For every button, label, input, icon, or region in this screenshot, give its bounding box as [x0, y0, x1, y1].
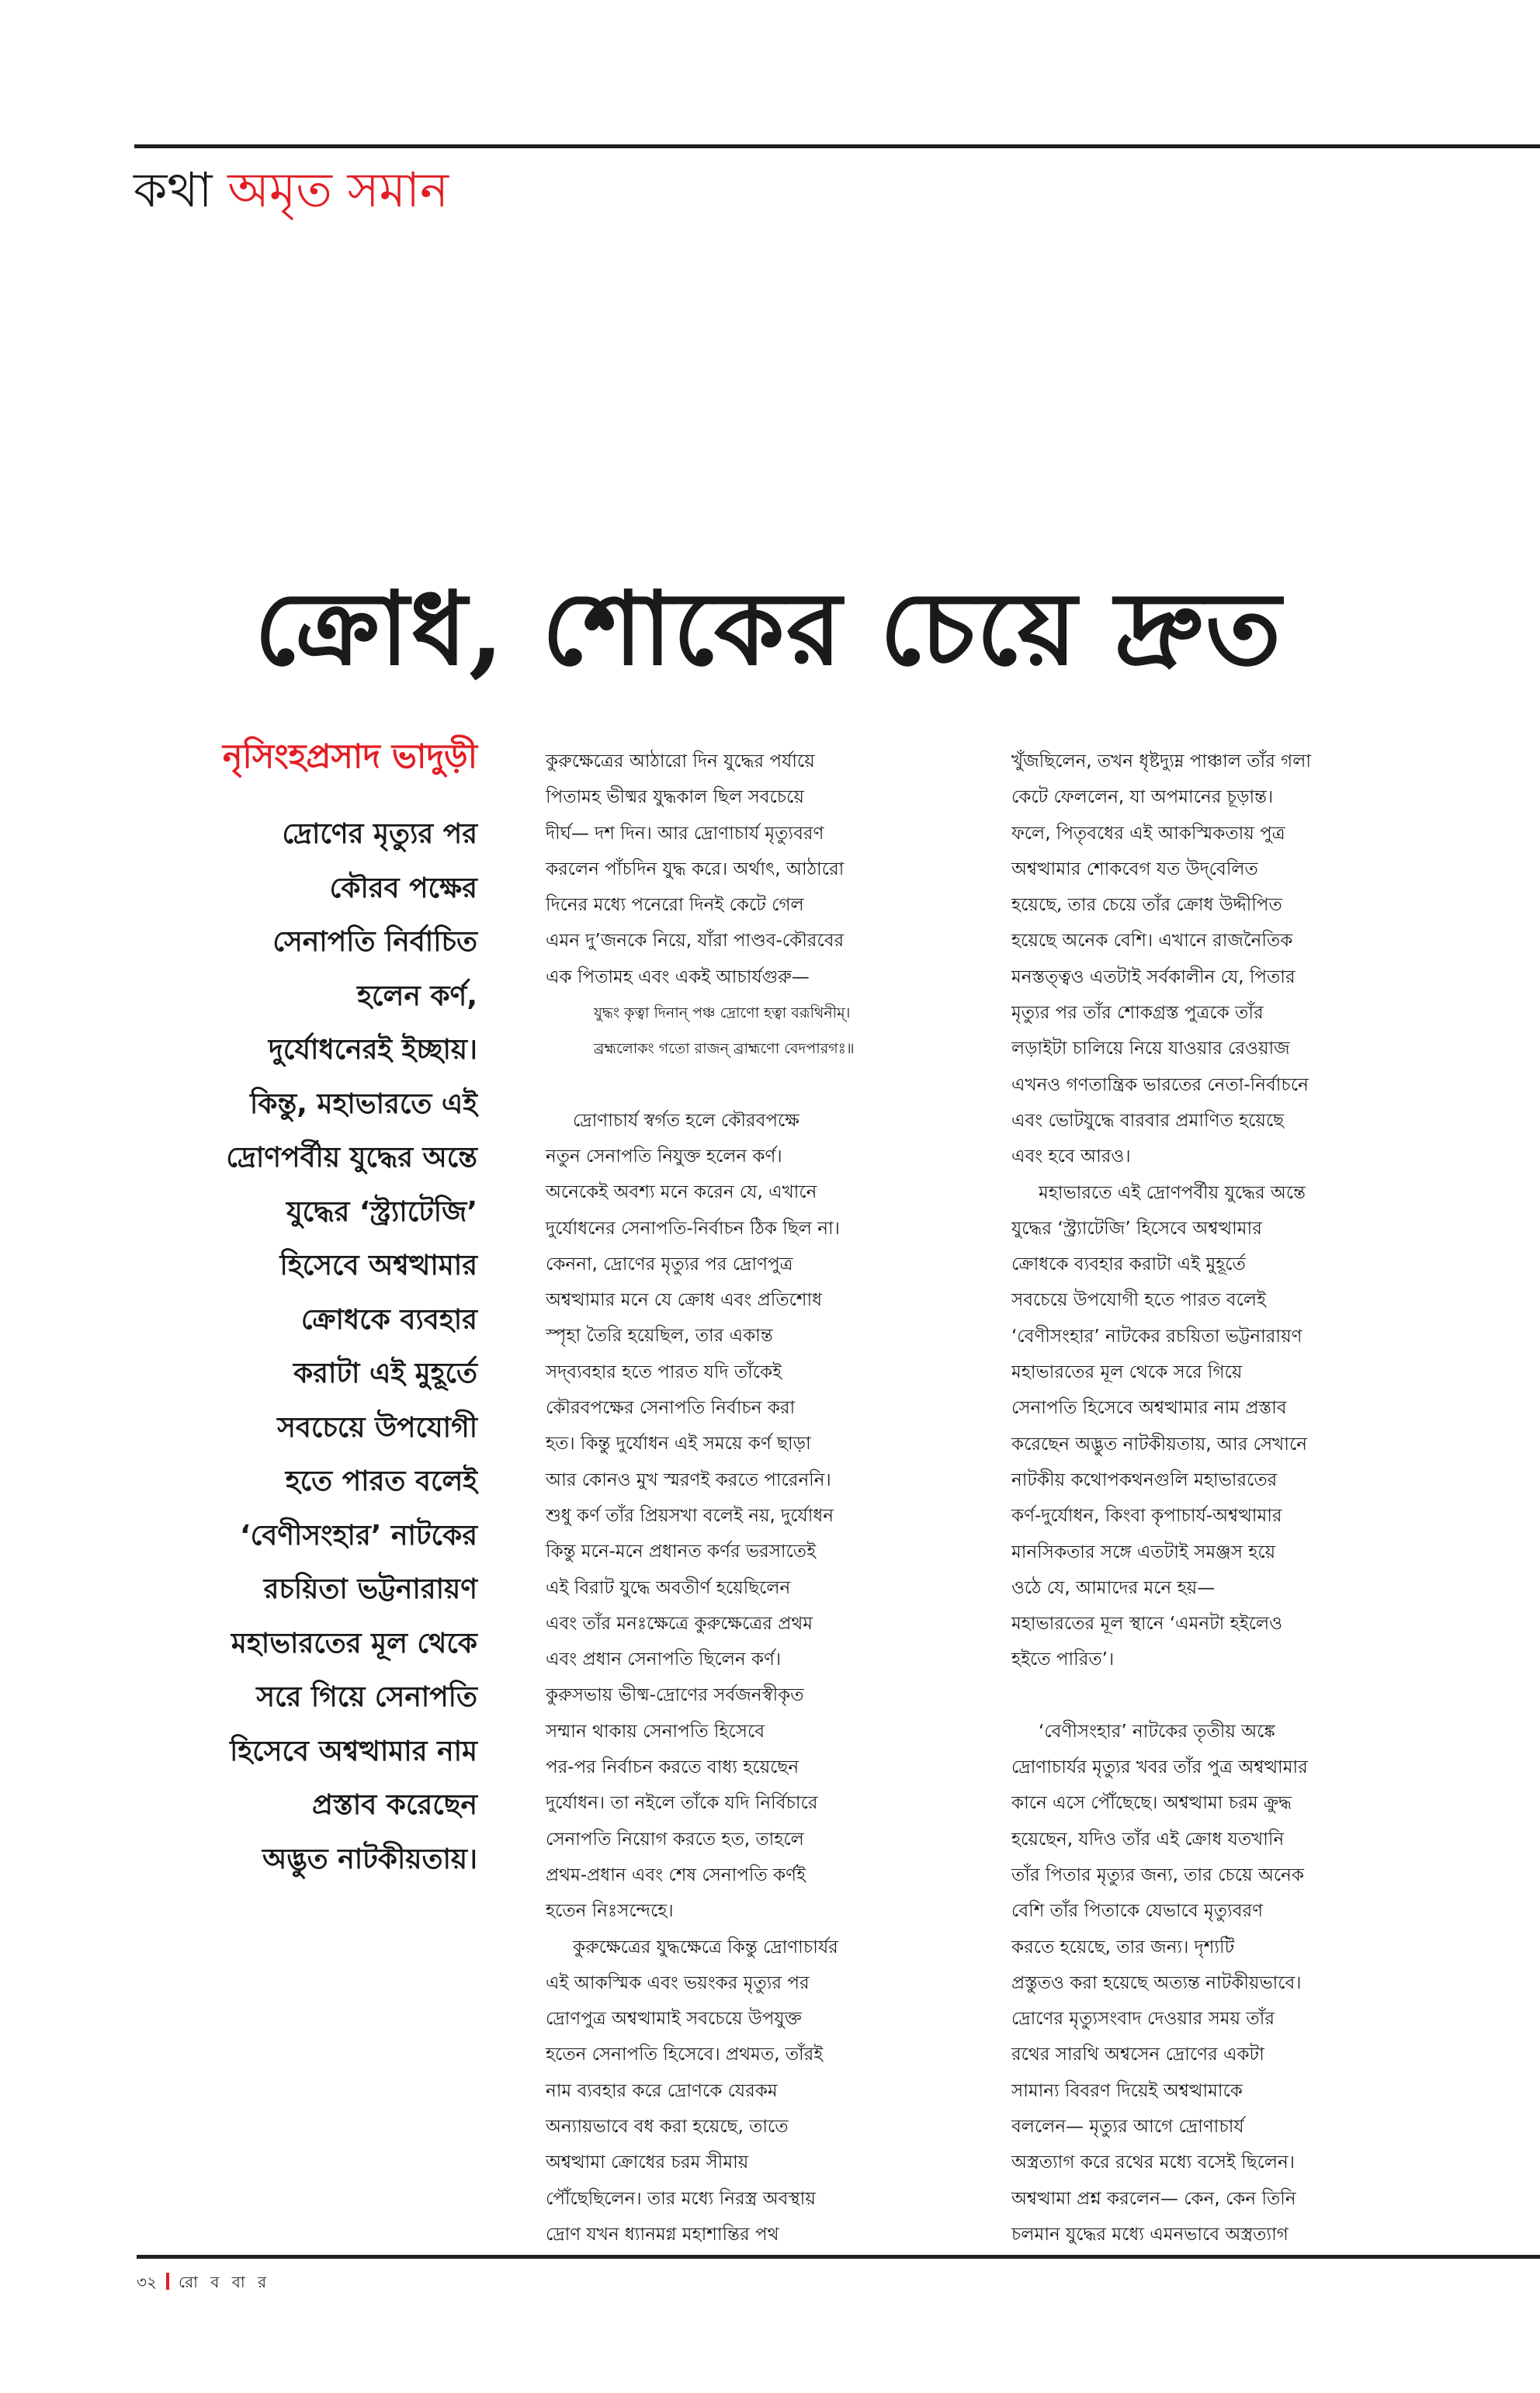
text-line: নতুন সেনাপতি নিযুক্ত হলেন কর্ণ। [546, 1146, 782, 1167]
text-line: প্রস্তাব করেছেন [312, 1789, 477, 1821]
footer-separator [166, 2273, 169, 2290]
text-line: কুরুসভায় ভীষ্ম-দ্রোণের সর্বজনস্বীকৃত [546, 1685, 804, 1706]
paragraph-3 [546, 1930, 957, 2253]
text-line: মহাভারতের মূল থেকে সরে গিয়ে [1011, 1362, 1243, 1383]
author-byline: নৃসিংহপ্রসাদ ভাদুড়ী [222, 737, 477, 776]
text-line: যুদ্ধের ‘স্ট্র্যাটেজি’ [286, 1195, 477, 1228]
text-line: দ্রোণপর্বীয় যুদ্ধের অন্তে [226, 1142, 477, 1174]
text-line: নাম ব্যবহার করে দ্রোণকে যেরকম [546, 2080, 778, 2101]
text-line: হয়েছেন, যদিও তাঁর এই ক্রোধ যতখানি [1011, 1829, 1285, 1850]
text-line: হয়েছে, তার চেয়ে তাঁর ক্রোধ উদ্দীপিত [1011, 895, 1282, 916]
magazine-name: রো ব বা র [179, 2273, 271, 2291]
text-line: এবং হবে আরও। [1011, 1146, 1131, 1167]
text-line: এবং প্রধান সেনাপতি ছিলেন কর্ণ। [546, 1649, 782, 1670]
text-line: ক্রোধকে ব্যবহার [300, 1303, 477, 1336]
text-line: এমন দু’জনকে নিয়ে, যাঁরা পাণ্ডব-কৌরবের [546, 931, 845, 952]
text-line: যুদ্ধের ‘স্ট্র্যাটেজি’ হিসেবে অশ্বত্থামার [1011, 1218, 1262, 1239]
paragraph-1 [1011, 744, 1434, 1175]
text-line: মানসিকতার সঙ্গে এতটাই সমঞ্জস হয়ে [1011, 1542, 1276, 1562]
text-line: কেটে ফেললেন, যা অপমানের চূড়ান্ত। [1011, 787, 1274, 808]
text-line: চলমান যুদ্ধের মধ্যে এমনভাবে অস্ত্রত্যাগ [1011, 2224, 1289, 2245]
text-line: হত। কিন্তু দুর্যোধন এই সময়ে কর্ণ ছাড়া [546, 1434, 811, 1455]
page-footer [137, 2271, 270, 2293]
text-line: অশ্বত্থামা প্রশ্ন করলেন— কেন, কেন তিনি [1011, 2188, 1296, 2209]
text-line: যুদ্ধং কৃত্বা দিনান্ পঞ্চ দ্রোণো হত্বা বরূথিনীম্। [594, 1004, 851, 1022]
text-line: হইতে পারিত’। [1011, 1649, 1115, 1670]
text-line: এই আকস্মিক এবং ভয়ংকর মৃত্যুর পর [546, 1972, 810, 1993]
text-line: এই বিরাট যুদ্ধে অবতীর্ণ হয়েছিলেন [546, 1577, 791, 1598]
text-line: কানে এসে পৌঁছেছে। অশ্বত্থামা চরম ক্রুদ্ধ [1011, 1793, 1292, 1814]
paragraph-2 [546, 1103, 957, 1930]
text-line: দীর্ঘ— দশ দিন। আর দ্রোণাচার্য মৃত্যুবরণ [546, 823, 824, 844]
text-line: সম্মান থাকায় সেনাপতি হিসেবে [546, 1721, 765, 1742]
text-line: অন্যায়ভাবে বধ করা হয়েছে, তাতে [546, 2116, 789, 2137]
text-line: পর-পর নির্বাচন করতে বাধ্য হয়েছেন [546, 1757, 799, 1778]
text-line: অদ্ভুত নাটকীয়তায়। [262, 1843, 477, 1875]
paragraph-gap [546, 1067, 957, 1103]
text-line: রচয়িতা ভট্টনারায়ণ [263, 1573, 477, 1605]
text-line: দুর্যোধনেরই ইচ্ছায়। [268, 1034, 477, 1066]
bottom-rule [137, 2255, 1540, 2259]
text-line: হতেন সেনাপতি হিসেবে। প্রথমত, তাঁরই [546, 2044, 824, 2065]
text-line: ব্রহ্মলোকং গতো রাজন্ ব্রাহ্মণো বেদপারগঃ॥ [594, 1040, 855, 1058]
text-line: করেছেন অদ্ভুত নাটকীয়তায়, আর সেখানে [1011, 1434, 1307, 1455]
text-line: পিতামহ ভীষ্মর যুদ্ধকাল ছিল সবচেয়ে [546, 787, 804, 808]
top-rule [134, 144, 1540, 148]
text-line: শুধু কর্ণ তাঁর প্রিয়সখা বলেই নয়, দুর্যোধন [546, 1505, 834, 1526]
text-line: তাঁর পিতার মৃত্যুর জন্য, তার চেয়ে অনেক [1011, 1864, 1304, 1885]
text-line: দ্রোণের মৃত্যুর পর [282, 818, 477, 850]
text-line: সেনাপতি নিয়োগ করতে হত, তাহলে [546, 1829, 804, 1850]
text-line: অশ্বত্থামার মনে যে ক্রোধ এবং প্রতিশোধ [546, 1290, 823, 1311]
text-line: মহাভারতের মূল থেকে [231, 1627, 477, 1659]
article-headline: ক্রোধ, শোকের চেয়ে দ্রুত [254, 569, 1283, 688]
text-line: কুরুক্ষেত্রের আঠারো দিন যুদ্ধের পর্যায়ে [546, 751, 815, 772]
text-line: অনেকেই অবশ্য মনে করেন যে, এখানে [546, 1182, 817, 1203]
paragraph-2 [1011, 1175, 1434, 1678]
text-line: অশ্বত্থামা ক্রোধের চরম সীমায় [546, 2152, 749, 2173]
text-line: বেশি তাঁর পিতাকে যেভাবে মৃত্যুবরণ [1011, 1901, 1264, 1922]
text-line: খুঁজছিলেন, তখন ধৃষ্টদ্যুম্ন পাঞ্চাল তাঁর গলা [1011, 751, 1312, 772]
text-line: রথের সারথি অশ্বসেন দ্রোণের একটা [1011, 2044, 1264, 2065]
text-line: হতে পারত বলেই [285, 1465, 477, 1497]
text-line: করলেন পাঁচদিন যুদ্ধ করে। অর্থাৎ, আঠারো [546, 858, 845, 879]
text-line: মনস্তত্ত্বও এতটাই সর্বকালীন যে, পিতার [1011, 966, 1295, 987]
text-line: সরে গিয়ে সেনাপতি [256, 1681, 477, 1713]
section-header-part1: কথা [134, 161, 213, 218]
text-line: মৃত্যুর পর তাঁর শোকগ্রস্ত পুত্রকে তাঁর [1011, 1003, 1264, 1024]
text-line: পৌঁছেছিলেন। তার মধ্যে নিরস্ত্র অবস্থায় [546, 2188, 816, 2209]
text-line: দুর্যোধনের সেনাপতি-নির্বাচন ঠিক ছিল না। [546, 1218, 840, 1239]
paragraph-1 [546, 744, 957, 995]
section-header [134, 159, 449, 221]
section-header-part2: অমৃত সমান [227, 161, 449, 218]
text-line: কর্ণ-দুর্যোধন, কিংবা কৃপাচার্য-অশ্বত্থামার [1011, 1506, 1282, 1527]
text-line: প্রথম-প্রধান এবং শেষ সেনাপতি কর্ণই [546, 1864, 806, 1885]
text-line: দ্রোণাচার্য স্বর্গত হলে কৌরবপক্ষে [573, 1110, 799, 1131]
text-line: সবচেয়ে উপযোগী [277, 1411, 477, 1444]
text-line: ওঠে যে, আমাদের মনে হয়— [1011, 1577, 1216, 1598]
text-line: সেনাপতি হিসেবে অশ্বত্থামার নাম প্রস্তাব [1011, 1398, 1287, 1419]
text-line: হলেন কর্ণ, [357, 980, 477, 1012]
paragraph-gap [1011, 1678, 1434, 1714]
text-line: কুরুক্ষেত্রের যুদ্ধক্ষেত্রে কিন্তু দ্রোণাচার্যর [573, 1937, 838, 1958]
text-line: সবচেয়ে উপযোগী হতে পারত বলেই [1011, 1290, 1266, 1311]
text-line: স্পৃহা তৈরি হয়েছিল, তার একান্ত [546, 1326, 773, 1347]
text-line: প্রস্তুতও করা হয়েছে অত্যন্ত নাটকীয়ভাবে। [1011, 1972, 1302, 1993]
text-line: দ্রোণ যখন ধ্যানমগ্ন মহাশান্তির পথ [546, 2224, 779, 2245]
text-line: ‘বেণীসংহার’ নাটকের রচয়িতা ভট্টনারায়ণ [1011, 1326, 1302, 1347]
text-line: কেননা, দ্রোণের মৃত্যুর পর দ্রোণপুত্র [546, 1254, 793, 1275]
text-line: ‘বেণীসংহার’ নাটকের [239, 1519, 477, 1552]
text-line: কৌরবপক্ষের সেনাপতি নির্বাচন করা [546, 1398, 796, 1419]
text-line: অশ্বত্থামার শোকবেগ যত উদ্‌বেলিত [1011, 858, 1258, 879]
text-line: মহাভারতে এই দ্রোণপর্বীয় যুদ্ধের অন্তে [1039, 1182, 1306, 1203]
text-line: হিসেবে অশ্বত্থামার নাম [230, 1735, 477, 1767]
text-line: কিন্তু মনে-মনে প্রধানত কর্ণর ভরসাতেই [546, 1542, 817, 1562]
column-middle [546, 744, 957, 2253]
text-line: দ্রোণের মৃত্যুসংবাদ দেওয়ার সময় তাঁর [1011, 2009, 1275, 2030]
text-line: সেনাপতি নির্বাচিত [272, 926, 477, 958]
text-line: আর কোনও মুখ স্মরণই করতে পারেননি। [546, 1469, 831, 1490]
text-line: এবং ভোটযুদ্ধে বারবার প্রমাণিত হয়েছে [1011, 1110, 1285, 1131]
text-line: হয়েছে অনেক বেশি। এখানে রাজনৈতিক [1011, 931, 1293, 952]
text-line: এখনও গণতান্ত্রিক ভারতের নেতা-নির্বাচনে [1011, 1074, 1309, 1095]
text-line: দুর্যোধন। তা নইলে তাঁকে যদি নির্বিচারে [546, 1793, 818, 1814]
text-line: অস্ত্রত্যাগ করে রথের মধ্যে বসেই ছিলেন। [1011, 2152, 1295, 2173]
text-line: এবং তাঁর মনঃক্ষেত্রে কুরুক্ষেত্রের প্রথম [546, 1613, 813, 1634]
text-line: হতেন নিঃসন্দেহে। [546, 1901, 674, 1922]
text-line: করাটা এই মুহূর্তে [293, 1358, 477, 1389]
text-line: করতে হয়েছে, তার জন্য। দৃশ্যটি [1011, 1937, 1235, 1958]
text-line: লড়াইটা চালিয়ে নিয়ে যাওয়ার রেওয়াজ [1011, 1039, 1290, 1060]
text-line: মহাভারতের মূল স্থানে ‘এমনটা হইলেও [1011, 1614, 1283, 1635]
text-line: নাটকীয় কথোপকথনগুলি মহাভারতের [1011, 1469, 1278, 1490]
text-line: এক পিতামহ এবং একই আচার্যগুরু— [546, 966, 810, 987]
text-line: ফলে, পিতৃবধের এই আকস্মিকতায় পুত্র [1011, 823, 1285, 844]
text-line: কিন্তু, মহাভারতে এই [249, 1087, 477, 1120]
text-line: দ্রোণাচার্যর মৃত্যুর খবর তাঁর পুত্র অশ্বত্থামার [1011, 1757, 1308, 1778]
text-line: ক্রোধকে ব্যবহার করাটা এই মুহূর্তে [1011, 1254, 1246, 1275]
sanskrit-verse [546, 995, 957, 1067]
page-number: ৩২ [137, 2273, 158, 2291]
paragraph-3 [1011, 1714, 1434, 2253]
text-line: সদ্‌ব্যবহার হতে পারত যদি তাঁকেই [546, 1361, 782, 1382]
text-line: দ্রোণপুত্র অশ্বত্থামাই সবচেয়ে উপযুক্ত [546, 2009, 802, 2030]
text-line: কৌরব পক্ষের [329, 872, 477, 904]
text-line: হিসেবে অশ্বত্থামার [279, 1250, 477, 1281]
text-line: ‘বেণীসংহার’ নাটকের তৃতীয় অঙ্কে [1039, 1721, 1275, 1742]
pull-quote [116, 807, 477, 1886]
text-line: দিনের মধ্যে পনেরো দিনই কেটে গেল [546, 895, 804, 916]
text-line: বললেন— মৃত্যুর আগে দ্রোণাচার্য [1011, 2116, 1244, 2137]
text-line: সামান্য বিবরণ দিয়েই অশ্বত্থামাকে [1011, 2080, 1243, 2101]
column-right [1011, 744, 1434, 2253]
